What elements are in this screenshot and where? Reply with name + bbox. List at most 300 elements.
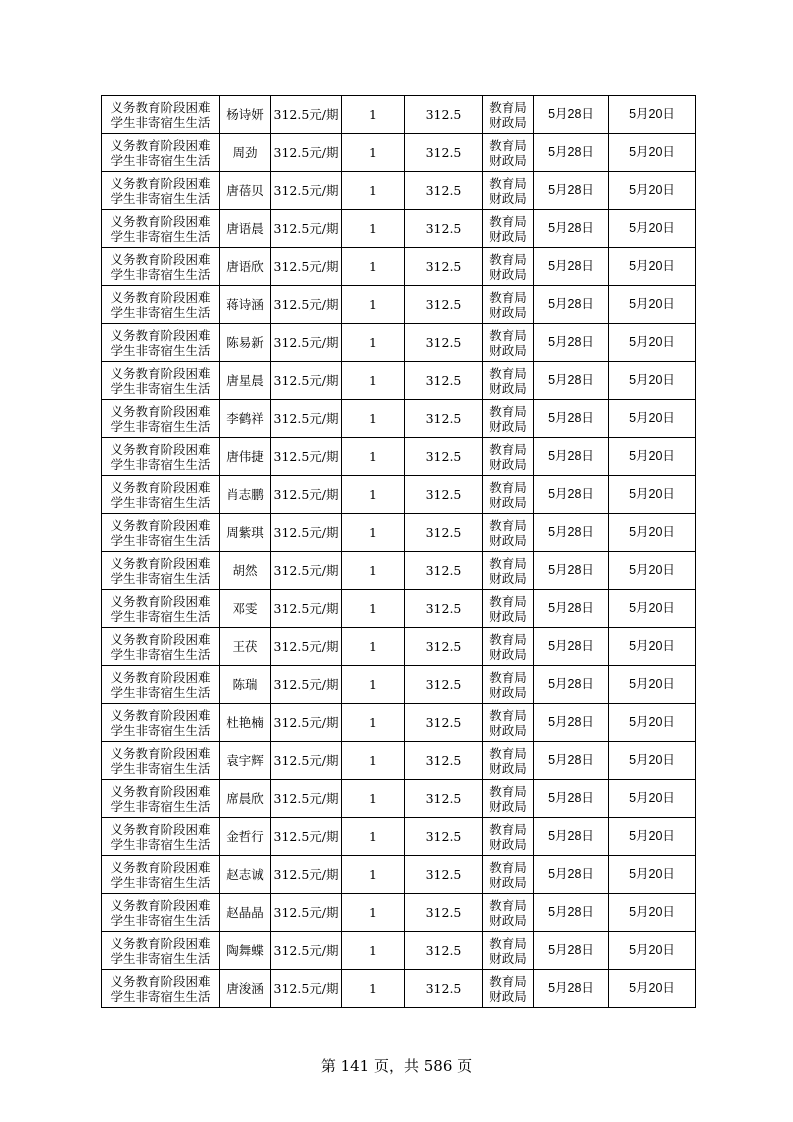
table-row (102, 894, 696, 932)
cell-item-line-1: 义务教育阶段困难 (110, 365, 211, 381)
cell-item-line-2: 学生非寄宿生生活 (110, 608, 211, 624)
table-row (102, 590, 696, 628)
cell-fund-source (483, 552, 534, 590)
cell-student-name: 赵志诚 (220, 856, 271, 894)
cell-date-issued: 5月28日 (534, 362, 609, 400)
cell-item (102, 742, 220, 780)
cell-fund-source (483, 894, 534, 932)
cell-item-line-1: 义务教育阶段困难 (110, 213, 211, 229)
cell-standard: 312.5元/期 (271, 134, 342, 172)
cell-item-line-2: 学生非寄宿生生活 (110, 342, 211, 358)
cell-date-approved: 5月20日 (609, 400, 696, 438)
cell-fund-source (483, 134, 534, 172)
cell-fund-source-line-1: 教育局 (489, 479, 527, 495)
table-row (102, 856, 696, 894)
cell-quantity: 1 (342, 590, 405, 628)
cell-item-line-2: 学生非寄宿生生活 (110, 988, 211, 1004)
cell-item-line-1: 义务教育阶段困难 (110, 555, 211, 571)
cell-student-name: 李鹤祥 (220, 400, 271, 438)
cell-item-line-2: 学生非寄宿生生活 (110, 570, 211, 586)
cell-fund-source-line-2: 财政局 (489, 570, 527, 586)
cell-date-issued: 5月28日 (534, 780, 609, 818)
cell-date-approved: 5月20日 (609, 248, 696, 286)
cell-fund-source-line-1: 教育局 (489, 859, 527, 875)
cell-item-line-1: 义务教育阶段困难 (110, 669, 211, 685)
cell-item-line-1: 义务教育阶段困难 (110, 289, 211, 305)
cell-item-line-2: 学生非寄宿生生活 (110, 418, 211, 434)
cell-amount: 312.5 (405, 514, 483, 552)
cell-standard: 312.5元/期 (271, 438, 342, 476)
cell-date-approved: 5月20日 (609, 628, 696, 666)
table-row (102, 286, 696, 324)
cell-item-line-2: 学生非寄宿生生活 (110, 722, 211, 738)
cell-standard: 312.5元/期 (271, 780, 342, 818)
cell-amount: 312.5 (405, 210, 483, 248)
cell-standard: 312.5元/期 (271, 818, 342, 856)
table-row (102, 628, 696, 666)
cell-item-line-2: 学生非寄宿生生活 (110, 228, 211, 244)
cell-fund-source (483, 438, 534, 476)
table-row (102, 818, 696, 856)
table-row (102, 438, 696, 476)
cell-item-line-1: 义务教育阶段困难 (110, 631, 211, 647)
table-row (102, 666, 696, 704)
cell-item (102, 362, 220, 400)
cell-student-name: 周劲 (220, 134, 271, 172)
cell-amount: 312.5 (405, 172, 483, 210)
cell-fund-source-line-2: 财政局 (489, 380, 527, 396)
cell-date-approved: 5月20日 (609, 438, 696, 476)
cell-student-name: 唐星晨 (220, 362, 271, 400)
cell-fund-source-line-2: 财政局 (489, 988, 527, 1004)
cell-fund-source-line-1: 教育局 (489, 555, 527, 571)
cell-amount: 312.5 (405, 628, 483, 666)
cell-date-approved: 5月20日 (609, 856, 696, 894)
cell-fund-source-line-2: 财政局 (489, 760, 527, 776)
cell-item-line-2: 学生非寄宿生生活 (110, 836, 211, 852)
cell-standard: 312.5元/期 (271, 476, 342, 514)
table-row (102, 248, 696, 286)
cell-amount: 312.5 (405, 476, 483, 514)
cell-student-name: 唐语欣 (220, 248, 271, 286)
cell-fund-source-line-1: 教育局 (489, 175, 527, 191)
table-row (102, 400, 696, 438)
cell-date-approved: 5月20日 (609, 286, 696, 324)
cell-student-name: 金哲行 (220, 818, 271, 856)
cell-standard: 312.5元/期 (271, 932, 342, 970)
cell-quantity: 1 (342, 210, 405, 248)
cell-standard: 312.5元/期 (271, 552, 342, 590)
cell-item-line-2: 学生非寄宿生生活 (110, 874, 211, 890)
cell-fund-source-line-2: 财政局 (489, 684, 527, 700)
cell-standard: 312.5元/期 (271, 210, 342, 248)
cell-standard: 312.5元/期 (271, 970, 342, 1008)
cell-quantity: 1 (342, 628, 405, 666)
cell-item-line-2: 学生非寄宿生生活 (110, 760, 211, 776)
cell-date-issued: 5月28日 (534, 552, 609, 590)
cell-quantity: 1 (342, 856, 405, 894)
cell-fund-source (483, 780, 534, 818)
cell-standard: 312.5元/期 (271, 172, 342, 210)
cell-fund-source-line-2: 财政局 (489, 342, 527, 358)
cell-date-approved: 5月20日 (609, 362, 696, 400)
table-row (102, 514, 696, 552)
cell-quantity: 1 (342, 438, 405, 476)
cell-fund-source-line-2: 财政局 (489, 456, 527, 472)
cell-item (102, 210, 220, 248)
cell-student-name: 杨诗妍 (220, 96, 271, 134)
cell-date-issued: 5月28日 (534, 742, 609, 780)
cell-amount: 312.5 (405, 780, 483, 818)
cell-item-line-2: 学生非寄宿生生活 (110, 912, 211, 928)
cell-amount: 312.5 (405, 818, 483, 856)
cell-quantity: 1 (342, 248, 405, 286)
cell-quantity: 1 (342, 666, 405, 704)
cell-fund-source-line-1: 教育局 (489, 745, 527, 761)
cell-amount: 312.5 (405, 362, 483, 400)
cell-fund-source (483, 362, 534, 400)
cell-standard: 312.5元/期 (271, 742, 342, 780)
cell-quantity: 1 (342, 894, 405, 932)
cell-fund-source-line-1: 教育局 (489, 213, 527, 229)
cell-date-approved: 5月20日 (609, 742, 696, 780)
cell-date-issued: 5月28日 (534, 324, 609, 362)
cell-fund-source (483, 590, 534, 628)
cell-amount: 312.5 (405, 552, 483, 590)
cell-item-line-2: 学生非寄宿生生活 (110, 494, 211, 510)
cell-quantity: 1 (342, 704, 405, 742)
cell-date-approved: 5月20日 (609, 514, 696, 552)
cell-date-issued: 5月28日 (534, 476, 609, 514)
cell-date-issued: 5月28日 (534, 96, 609, 134)
cell-item-line-2: 学生非寄宿生生活 (110, 304, 211, 320)
cell-fund-source (483, 210, 534, 248)
cell-amount: 312.5 (405, 590, 483, 628)
cell-fund-source (483, 818, 534, 856)
cell-standard: 312.5元/期 (271, 856, 342, 894)
cell-fund-source-line-1: 教育局 (489, 403, 527, 419)
cell-student-name: 王茯 (220, 628, 271, 666)
cell-item (102, 96, 220, 134)
cell-date-issued: 5月28日 (534, 248, 609, 286)
cell-fund-source-line-1: 教育局 (489, 441, 527, 457)
cell-date-issued: 5月28日 (534, 590, 609, 628)
cell-standard: 312.5元/期 (271, 400, 342, 438)
cell-fund-source-line-2: 财政局 (489, 874, 527, 890)
cell-quantity: 1 (342, 324, 405, 362)
cell-quantity: 1 (342, 362, 405, 400)
cell-item-line-1: 义务教育阶段困难 (110, 517, 211, 533)
table-row (102, 324, 696, 362)
cell-fund-source (483, 932, 534, 970)
cell-item-line-2: 学生非寄宿生生活 (110, 114, 211, 130)
cell-standard: 312.5元/期 (271, 514, 342, 552)
cell-amount: 312.5 (405, 286, 483, 324)
cell-item (102, 932, 220, 970)
cell-standard: 312.5元/期 (271, 666, 342, 704)
cell-item (102, 172, 220, 210)
cell-date-approved: 5月20日 (609, 134, 696, 172)
cell-student-name: 肖志鹏 (220, 476, 271, 514)
cell-student-name: 唐语晨 (220, 210, 271, 248)
cell-fund-source-line-2: 财政局 (489, 722, 527, 738)
cell-fund-source-line-2: 财政局 (489, 950, 527, 966)
cell-amount: 312.5 (405, 134, 483, 172)
table-row (102, 134, 696, 172)
cell-item (102, 438, 220, 476)
cell-item-line-1: 义务教育阶段困难 (110, 403, 211, 419)
cell-student-name: 唐蓓贝 (220, 172, 271, 210)
cell-fund-source-line-1: 教育局 (489, 973, 527, 989)
table-row (102, 742, 696, 780)
cell-item-line-1: 义务教育阶段困难 (110, 707, 211, 723)
cell-item-line-2: 学生非寄宿生生活 (110, 950, 211, 966)
cell-student-name: 唐伟捷 (220, 438, 271, 476)
cell-date-issued: 5月28日 (534, 438, 609, 476)
cell-item-line-1: 义务教育阶段困难 (110, 327, 211, 343)
cell-student-name: 杜艳楠 (220, 704, 271, 742)
cell-item-line-1: 义务教育阶段困难 (110, 821, 211, 837)
table-row (102, 704, 696, 742)
cell-amount: 312.5 (405, 248, 483, 286)
cell-item-line-1: 义务教育阶段困难 (110, 593, 211, 609)
cell-quantity: 1 (342, 552, 405, 590)
cell-item-line-1: 义务教育阶段困难 (110, 859, 211, 875)
cell-item-line-1: 义务教育阶段困难 (110, 251, 211, 267)
cell-standard: 312.5元/期 (271, 894, 342, 932)
cell-item (102, 590, 220, 628)
cell-amount: 312.5 (405, 666, 483, 704)
cell-item-line-2: 学生非寄宿生生活 (110, 798, 211, 814)
cell-item-line-1: 义务教育阶段困难 (110, 175, 211, 191)
cell-item (102, 476, 220, 514)
cell-fund-source-line-1: 教育局 (489, 897, 527, 913)
cell-student-name: 唐浚涵 (220, 970, 271, 1008)
table-row (102, 780, 696, 818)
cell-amount: 312.5 (405, 438, 483, 476)
cell-amount: 312.5 (405, 894, 483, 932)
cell-student-name: 陈易新 (220, 324, 271, 362)
cell-fund-source (483, 666, 534, 704)
cell-fund-source-line-1: 教育局 (489, 327, 527, 343)
cell-date-issued: 5月28日 (534, 210, 609, 248)
cell-fund-source-line-2: 财政局 (489, 418, 527, 434)
cell-date-approved: 5月20日 (609, 704, 696, 742)
cell-fund-source (483, 324, 534, 362)
cell-item-line-2: 学生非寄宿生生活 (110, 684, 211, 700)
cell-date-issued: 5月28日 (534, 856, 609, 894)
cell-item-line-1: 义务教育阶段困难 (110, 441, 211, 457)
table-row (102, 96, 696, 134)
cell-date-issued: 5月28日 (534, 514, 609, 552)
cell-amount: 312.5 (405, 970, 483, 1008)
cell-fund-source-line-2: 财政局 (489, 836, 527, 852)
cell-fund-source-line-2: 财政局 (489, 114, 527, 130)
cell-item-line-1: 义务教育阶段困难 (110, 973, 211, 989)
cell-student-name: 周紫琪 (220, 514, 271, 552)
cell-date-issued: 5月28日 (534, 286, 609, 324)
cell-date-approved: 5月20日 (609, 666, 696, 704)
cell-fund-source-line-1: 教育局 (489, 289, 527, 305)
cell-standard: 312.5元/期 (271, 324, 342, 362)
cell-student-name: 胡然 (220, 552, 271, 590)
cell-quantity: 1 (342, 96, 405, 134)
cell-fund-source (483, 248, 534, 286)
cell-fund-source-line-2: 财政局 (489, 494, 527, 510)
cell-date-issued: 5月28日 (534, 704, 609, 742)
cell-amount: 312.5 (405, 324, 483, 362)
cell-fund-source-line-1: 教育局 (489, 365, 527, 381)
cell-item-line-2: 学生非寄宿生生活 (110, 152, 211, 168)
cell-date-approved: 5月20日 (609, 476, 696, 514)
cell-quantity: 1 (342, 514, 405, 552)
cell-fund-source-line-1: 教育局 (489, 935, 527, 951)
cell-item (102, 818, 220, 856)
cell-date-approved: 5月20日 (609, 780, 696, 818)
cell-amount: 312.5 (405, 856, 483, 894)
cell-item (102, 704, 220, 742)
cell-fund-source (483, 514, 534, 552)
cell-item-line-1: 义务教育阶段困难 (110, 479, 211, 495)
cell-item-line-1: 义务教育阶段困难 (110, 745, 211, 761)
cell-date-issued: 5月28日 (534, 970, 609, 1008)
cell-date-approved: 5月20日 (609, 552, 696, 590)
cell-fund-source-line-1: 教育局 (489, 593, 527, 609)
cell-item (102, 894, 220, 932)
cell-amount: 312.5 (405, 400, 483, 438)
cell-standard: 312.5元/期 (271, 362, 342, 400)
cell-date-approved: 5月20日 (609, 932, 696, 970)
cell-standard: 312.5元/期 (271, 590, 342, 628)
cell-standard: 312.5元/期 (271, 704, 342, 742)
table-row (102, 932, 696, 970)
cell-item (102, 248, 220, 286)
cell-fund-source-line-1: 教育局 (489, 517, 527, 533)
cell-student-name: 赵晶晶 (220, 894, 271, 932)
cell-item (102, 286, 220, 324)
cell-item (102, 666, 220, 704)
cell-item (102, 514, 220, 552)
cell-standard: 312.5元/期 (271, 96, 342, 134)
cell-fund-source (483, 704, 534, 742)
cell-item-line-2: 学生非寄宿生生活 (110, 532, 211, 548)
cell-quantity: 1 (342, 286, 405, 324)
cell-fund-source-line-2: 财政局 (489, 190, 527, 206)
cell-fund-source-line-2: 财政局 (489, 228, 527, 244)
cell-fund-source-line-1: 教育局 (489, 821, 527, 837)
cell-fund-source (483, 970, 534, 1008)
cell-item-line-1: 义务教育阶段困难 (110, 783, 211, 799)
cell-date-issued: 5月28日 (534, 818, 609, 856)
cell-item-line-2: 学生非寄宿生生活 (110, 380, 211, 396)
cell-fund-source-line-1: 教育局 (489, 137, 527, 153)
cell-student-name: 邓雯 (220, 590, 271, 628)
cell-quantity: 1 (342, 818, 405, 856)
table-row (102, 970, 696, 1008)
cell-fund-source (483, 476, 534, 514)
cell-date-approved: 5月20日 (609, 172, 696, 210)
table-row (102, 210, 696, 248)
page-footer: 第 141 页，共 586 页 (320, 1057, 473, 1075)
cell-student-name: 袁宇辉 (220, 742, 271, 780)
cell-fund-source-line-2: 财政局 (489, 266, 527, 282)
cell-item (102, 970, 220, 1008)
cell-fund-source-line-2: 财政局 (489, 912, 527, 928)
cell-item-line-2: 学生非寄宿生生活 (110, 456, 211, 472)
table-row (102, 552, 696, 590)
cell-amount: 312.5 (405, 742, 483, 780)
cell-fund-source-line-1: 教育局 (489, 707, 527, 723)
cell-item-line-2: 学生非寄宿生生活 (110, 646, 211, 662)
cell-date-approved: 5月20日 (609, 894, 696, 932)
cell-item (102, 324, 220, 362)
cell-fund-source-line-2: 财政局 (489, 532, 527, 548)
cell-student-name: 陈瑞 (220, 666, 271, 704)
cell-quantity: 1 (342, 172, 405, 210)
cell-item-line-2: 学生非寄宿生生活 (110, 266, 211, 282)
cell-date-issued: 5月28日 (534, 932, 609, 970)
table-row (102, 362, 696, 400)
cell-fund-source (483, 856, 534, 894)
cell-fund-source-line-2: 财政局 (489, 646, 527, 662)
cell-date-issued: 5月28日 (534, 172, 609, 210)
cell-student-name: 蒋诗涵 (220, 286, 271, 324)
table-row (102, 172, 696, 210)
cell-fund-source-line-1: 教育局 (489, 99, 527, 115)
cell-date-approved: 5月20日 (609, 324, 696, 362)
cell-fund-source (483, 628, 534, 666)
cell-amount: 312.5 (405, 704, 483, 742)
cell-item (102, 134, 220, 172)
cell-item (102, 400, 220, 438)
cell-item (102, 780, 220, 818)
cell-item (102, 628, 220, 666)
cell-fund-source-line-2: 财政局 (489, 304, 527, 320)
cell-item-line-1: 义务教育阶段困难 (110, 137, 211, 153)
cell-date-issued: 5月28日 (534, 628, 609, 666)
cell-fund-source-line-1: 教育局 (489, 631, 527, 647)
cell-quantity: 1 (342, 932, 405, 970)
cell-student-name: 陶舞蝶 (220, 932, 271, 970)
cell-date-approved: 5月20日 (609, 970, 696, 1008)
cell-date-approved: 5月20日 (609, 210, 696, 248)
cell-fund-source (483, 96, 534, 134)
cell-item-line-1: 义务教育阶段困难 (110, 99, 211, 115)
cell-item (102, 856, 220, 894)
cell-quantity: 1 (342, 742, 405, 780)
cell-date-approved: 5月20日 (609, 818, 696, 856)
cell-item-line-1: 义务教育阶段困难 (110, 935, 211, 951)
cell-date-issued: 5月28日 (534, 894, 609, 932)
cell-student-name: 席晨欣 (220, 780, 271, 818)
cell-fund-source-line-2: 财政局 (489, 798, 527, 814)
cell-fund-source-line-1: 教育局 (489, 783, 527, 799)
cell-quantity: 1 (342, 134, 405, 172)
cell-quantity: 1 (342, 780, 405, 818)
cell-date-issued: 5月28日 (534, 400, 609, 438)
cell-fund-source-line-1: 教育局 (489, 251, 527, 267)
cell-quantity: 1 (342, 970, 405, 1008)
cell-fund-source (483, 400, 534, 438)
cell-date-approved: 5月20日 (609, 96, 696, 134)
cell-fund-source-line-1: 教育局 (489, 669, 527, 685)
cell-fund-source (483, 172, 534, 210)
cell-item (102, 552, 220, 590)
cell-date-issued: 5月28日 (534, 666, 609, 704)
cell-quantity: 1 (342, 476, 405, 514)
cell-fund-source (483, 286, 534, 324)
cell-amount: 312.5 (405, 932, 483, 970)
